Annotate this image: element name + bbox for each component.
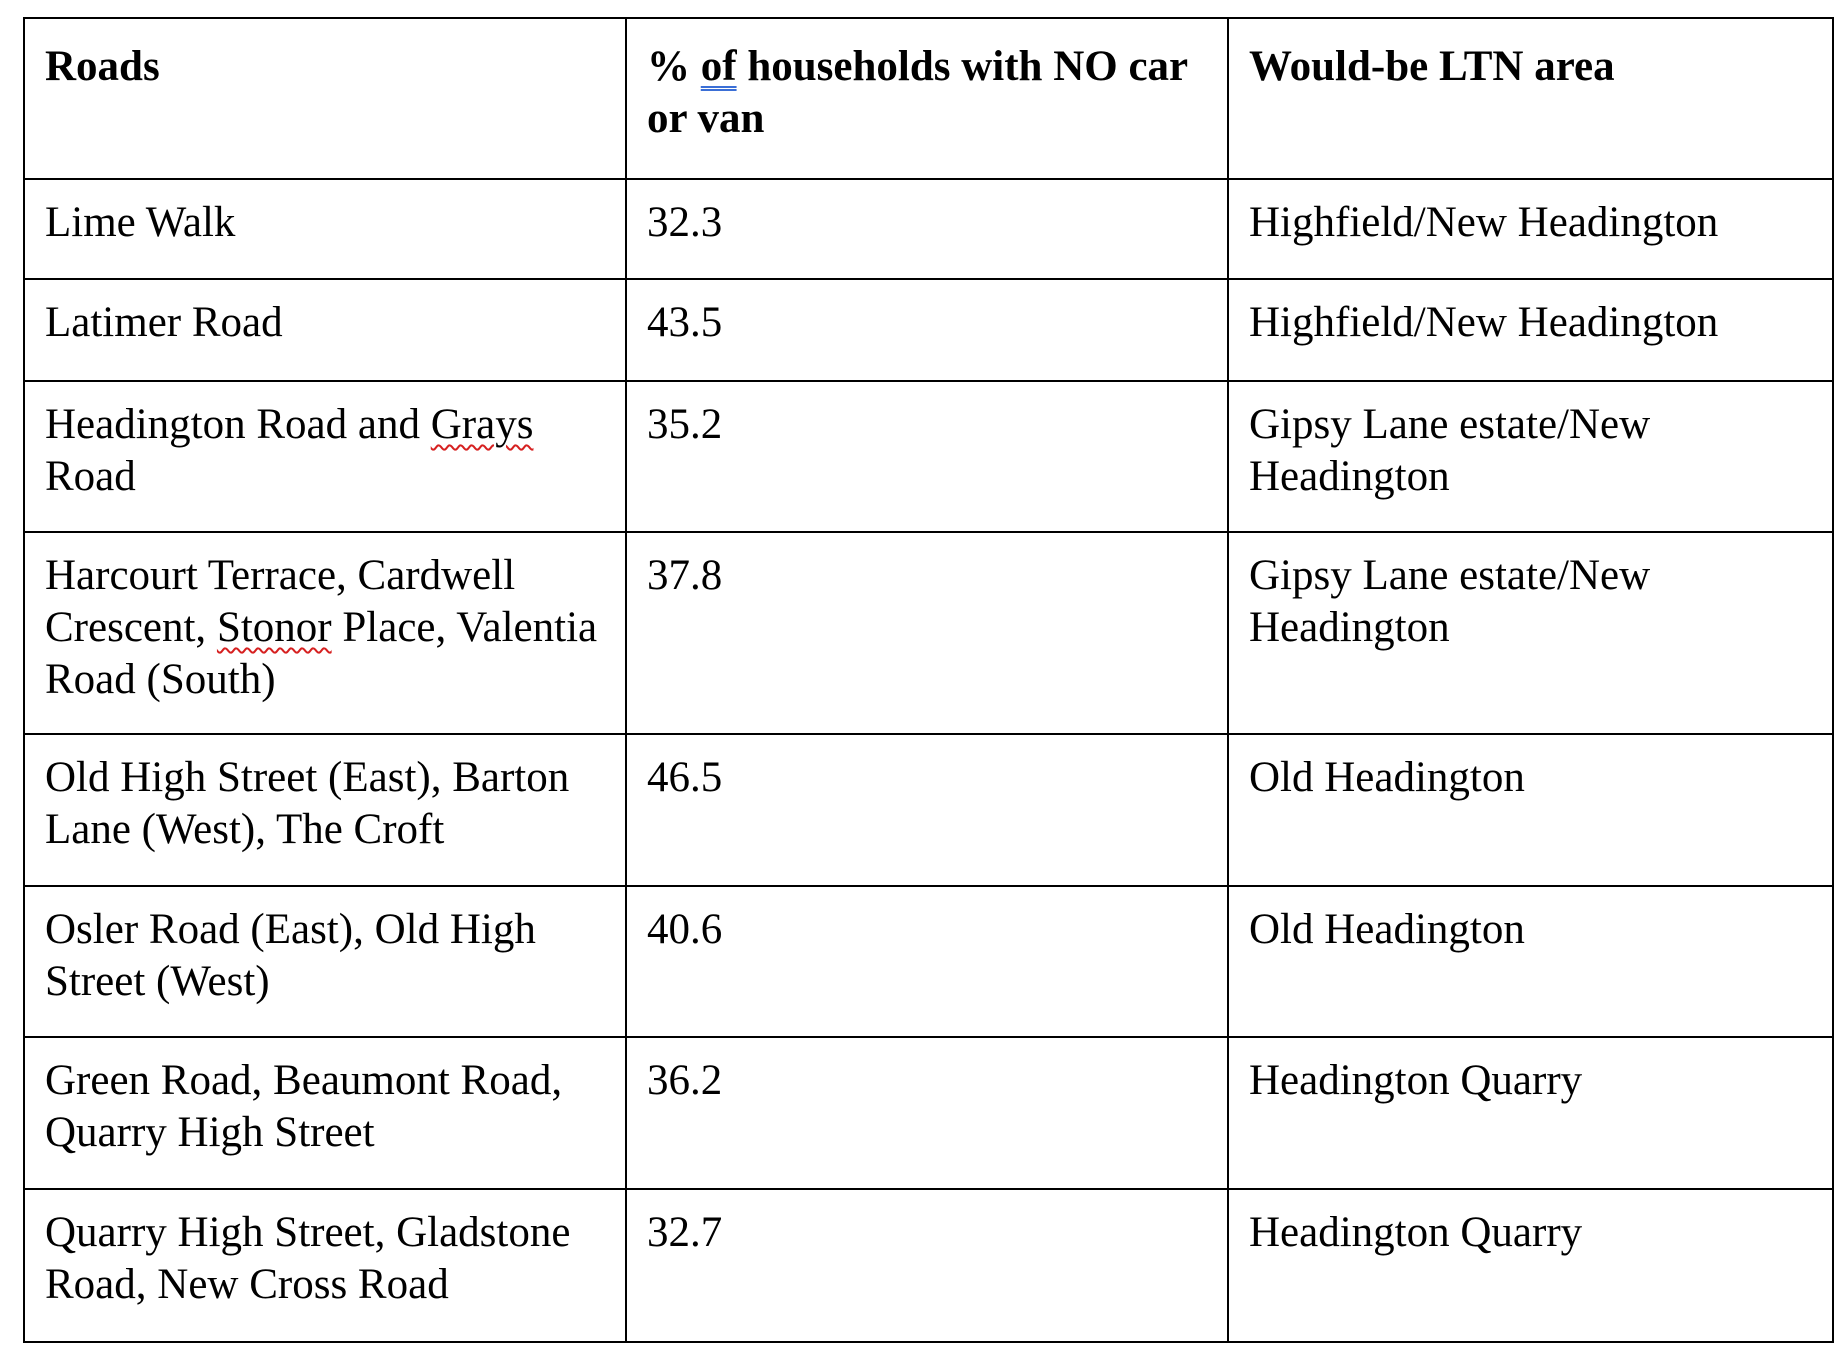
cell-pct: 35.2 — [626, 381, 1228, 532]
cell-roads: Latimer Road — [24, 279, 626, 381]
grammar-flagged-word: of — [700, 43, 737, 90]
cell-roads-text: Headington Road and — [45, 401, 431, 448]
cell-area: Headington Quarry — [1228, 1189, 1833, 1342]
header-pct-suffix: households with NO car or van — [647, 43, 1188, 142]
cell-pct: 46.5 — [626, 734, 1228, 886]
cell-roads: Green Road, Beaumont Road, Quarry High Street — [24, 1037, 626, 1189]
cell-area: Gipsy Lane estate/New Headington — [1228, 381, 1833, 532]
cell-roads — [24, 532, 626, 734]
cell-area: Highfield/New Headington — [1228, 279, 1833, 381]
cell-pct: 37.8 — [626, 532, 1228, 734]
table-row — [24, 532, 1833, 734]
header-roads: Roads — [24, 18, 626, 179]
household-car-ownership-table — [23, 17, 1834, 1343]
cell-roads: Old High Street (East), Barton Lane (West), The Croft — [24, 734, 626, 886]
cell-roads — [24, 381, 626, 532]
table-header-row — [24, 18, 1833, 179]
header-pct-no-car — [626, 18, 1228, 179]
header-ltn-area: Would-be LTN area — [1228, 18, 1833, 179]
cell-area: Old Headington — [1228, 886, 1833, 1037]
cell-pct: 40.6 — [626, 886, 1228, 1037]
cell-roads: Quarry High Street, Gladstone Road, New Cross Road — [24, 1189, 626, 1342]
cell-pct: 32.3 — [626, 179, 1228, 279]
cell-roads-text: Place, Valentia Road (South) — [45, 604, 598, 703]
table-row — [24, 381, 1833, 532]
table-row — [24, 1037, 1833, 1189]
cell-pct: 32.7 — [626, 1189, 1228, 1342]
spelling-flagged-word: Stonor — [216, 604, 332, 651]
table-row — [24, 886, 1833, 1037]
cell-pct: 36.2 — [626, 1037, 1228, 1189]
cell-pct: 43.5 — [626, 279, 1228, 381]
cell-area: Old Headington — [1228, 734, 1833, 886]
table-row — [24, 734, 1833, 886]
cell-roads: Lime Walk — [24, 179, 626, 279]
cell-roads: Osler Road (East), Old High Street (West) — [24, 886, 626, 1037]
header-pct-prefix: % — [647, 43, 701, 90]
table-row — [24, 279, 1833, 381]
cell-roads-text: Harcourt Terrace, Cardwell Crescent, — [45, 552, 516, 651]
cell-roads-text: Road — [45, 453, 136, 500]
cell-area: Headington Quarry — [1228, 1037, 1833, 1189]
cell-area: Highfield/New Headington — [1228, 179, 1833, 279]
table-row — [24, 1189, 1833, 1342]
spelling-flagged-word: Grays — [430, 401, 534, 448]
table-row — [24, 179, 1833, 279]
cell-area: Gipsy Lane estate/New Headington — [1228, 532, 1833, 734]
